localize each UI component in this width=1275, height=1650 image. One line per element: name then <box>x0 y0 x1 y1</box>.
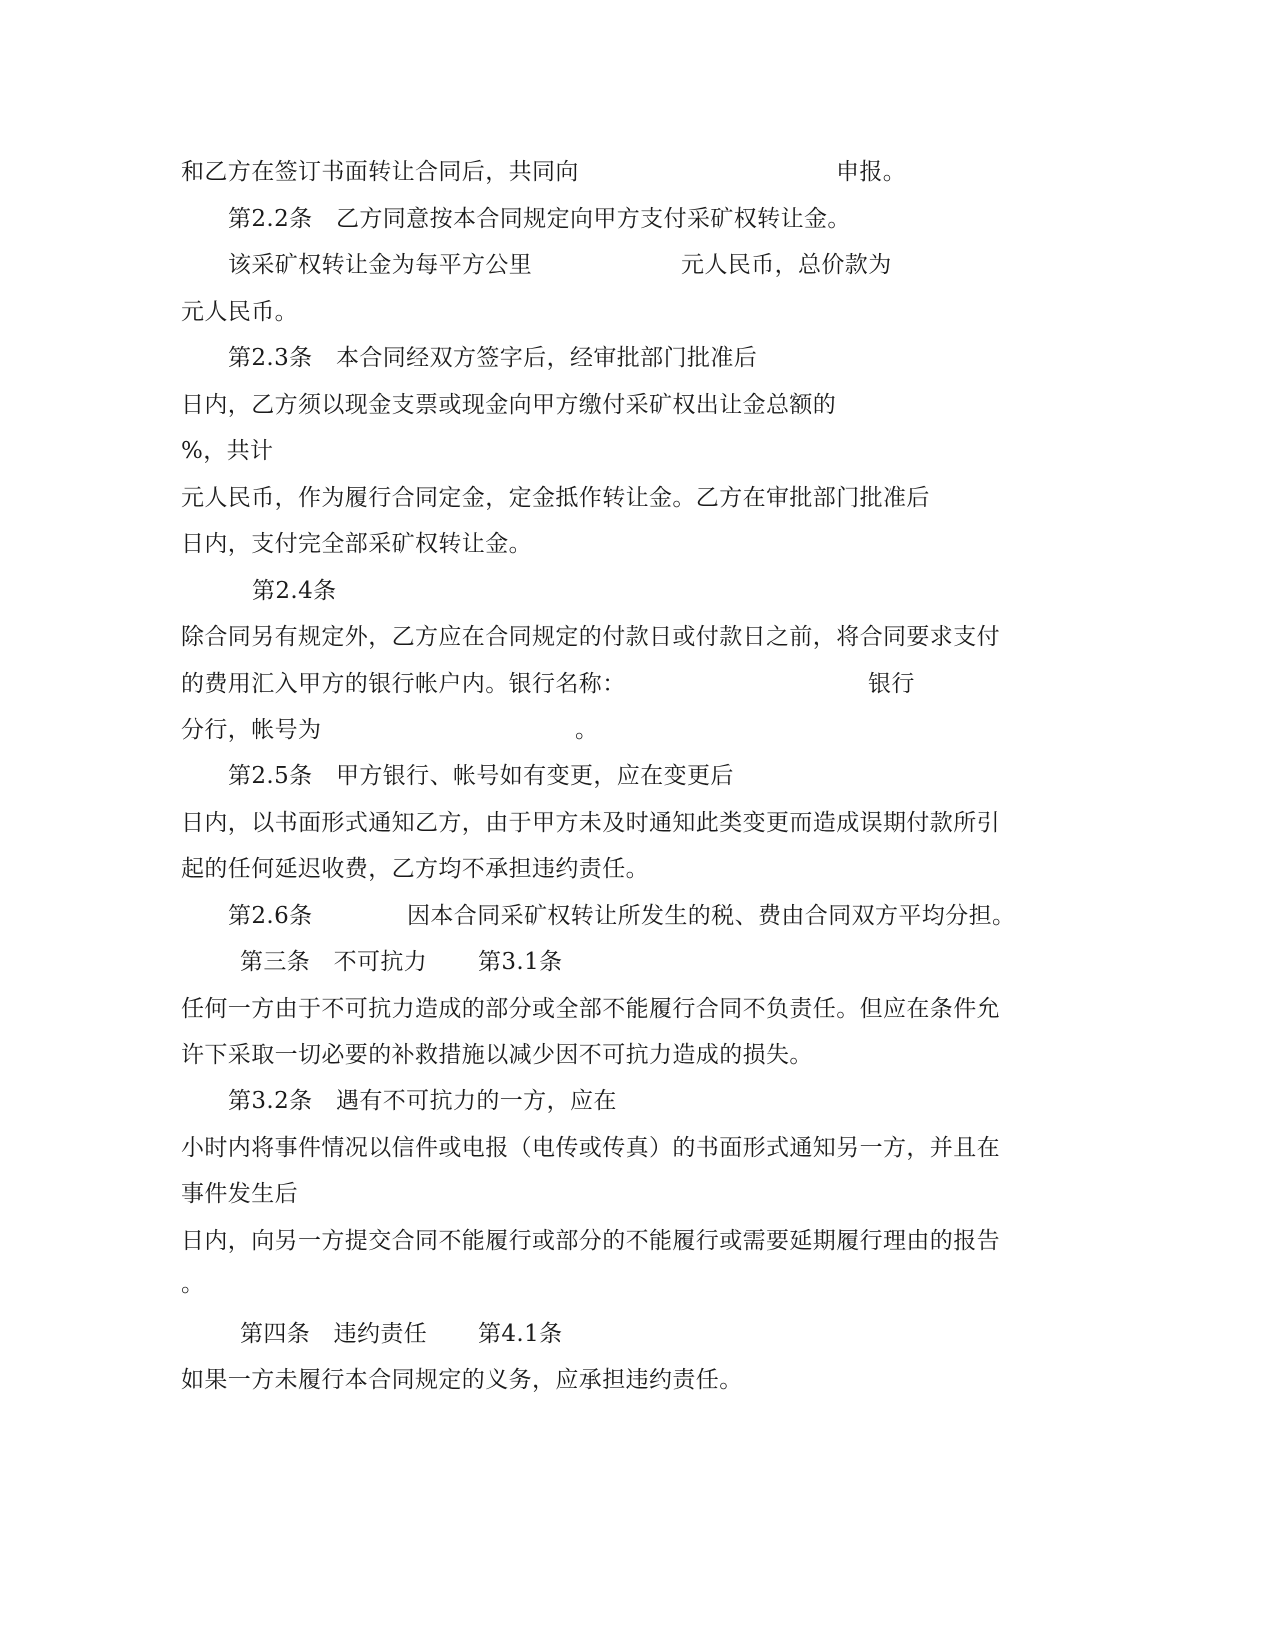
text-line: 的费用汇入甲方的银行帐户内。银行名称： <box>181 671 626 697</box>
article-2-5: 第2.5条 甲方银行、帐号如有变更，应在变更后 <box>228 763 734 789</box>
text-line: 日内，乙方须以现金支票或现金向甲方缴付采矿权出让金总额的 <box>181 392 837 418</box>
text-line: 元人民币，总价款为 <box>681 252 892 278</box>
article-4-heading: 第四条 违约责任 <box>240 1321 428 1347</box>
text-line: 该采矿权转让金为每平方公里 <box>228 252 533 278</box>
text-line: 。 <box>575 717 599 743</box>
article-3-1: 第3.1条 <box>478 949 563 975</box>
article-3-2: 第3.2条 遇有不可抗力的一方，应在 <box>228 1088 617 1114</box>
article-3-heading: 第三条 不可抗力 <box>240 949 428 975</box>
text-line: 任何一方由于不可抗力造成的部分或全部不能履行合同不负责任。但应在条件允 <box>181 996 1000 1022</box>
text-line: 分行，帐号为 <box>181 717 322 743</box>
text-line: %，共计 <box>181 438 274 464</box>
text-line: 申报。 <box>836 159 907 185</box>
text-line: 元人民币，作为履行合同定金，定金抵作转让金。乙方在审批部门批准后 <box>181 485 930 511</box>
text-line: 许下采取一切必要的补救措施以减少因不可抗力造成的损失。 <box>181 1042 813 1068</box>
text-line: 如果一方未履行本合同规定的义务，应承担违约责任。 <box>181 1367 743 1393</box>
text-line: 日内，向另一方提交合同不能履行或部分的不能履行或需要延期履行理由的报告 <box>181 1228 1000 1254</box>
text-line: 起的任何延迟收费，乙方均不承担违约责任。 <box>181 856 649 882</box>
text-line: 日内，以书面形式通知乙方，由于甲方未及时通知此类变更而造成误期付款所引 <box>181 810 1000 836</box>
text-line: 事件发生后 <box>181 1181 298 1207</box>
text-line: 银行 <box>868 671 915 697</box>
article-2-3: 第2.3条 本合同经双方签字后，经审批部门批准后 <box>228 345 758 371</box>
text-line: 日内，支付完全部采矿权转让金。 <box>181 531 532 557</box>
text-line: 除合同另有规定外，乙方应在合同规定的付款日或付款日之前，将合同要求支付 <box>181 624 1000 650</box>
text-line: 小时内将事件情况以信件或电报（电传或传真）的书面形式通知另一方，并且在 <box>181 1135 1000 1161</box>
text-line: 。 <box>181 1271 205 1297</box>
text-line: 和乙方在签订书面转让合同后，共同向 <box>181 159 579 185</box>
text-line: 因本合同采矿权转让所发生的税、费由合同双方平均分担。 <box>407 903 1016 929</box>
article-2-2: 第2.2条 乙方同意按本合同规定向甲方支付采矿权转让金。 <box>228 206 851 232</box>
article-4-1: 第4.1条 <box>478 1321 563 1347</box>
article-2-6: 第2.6条 <box>228 903 313 929</box>
text-line: 元人民币。 <box>181 299 298 325</box>
article-2-4: 第2.4条 <box>252 578 337 604</box>
